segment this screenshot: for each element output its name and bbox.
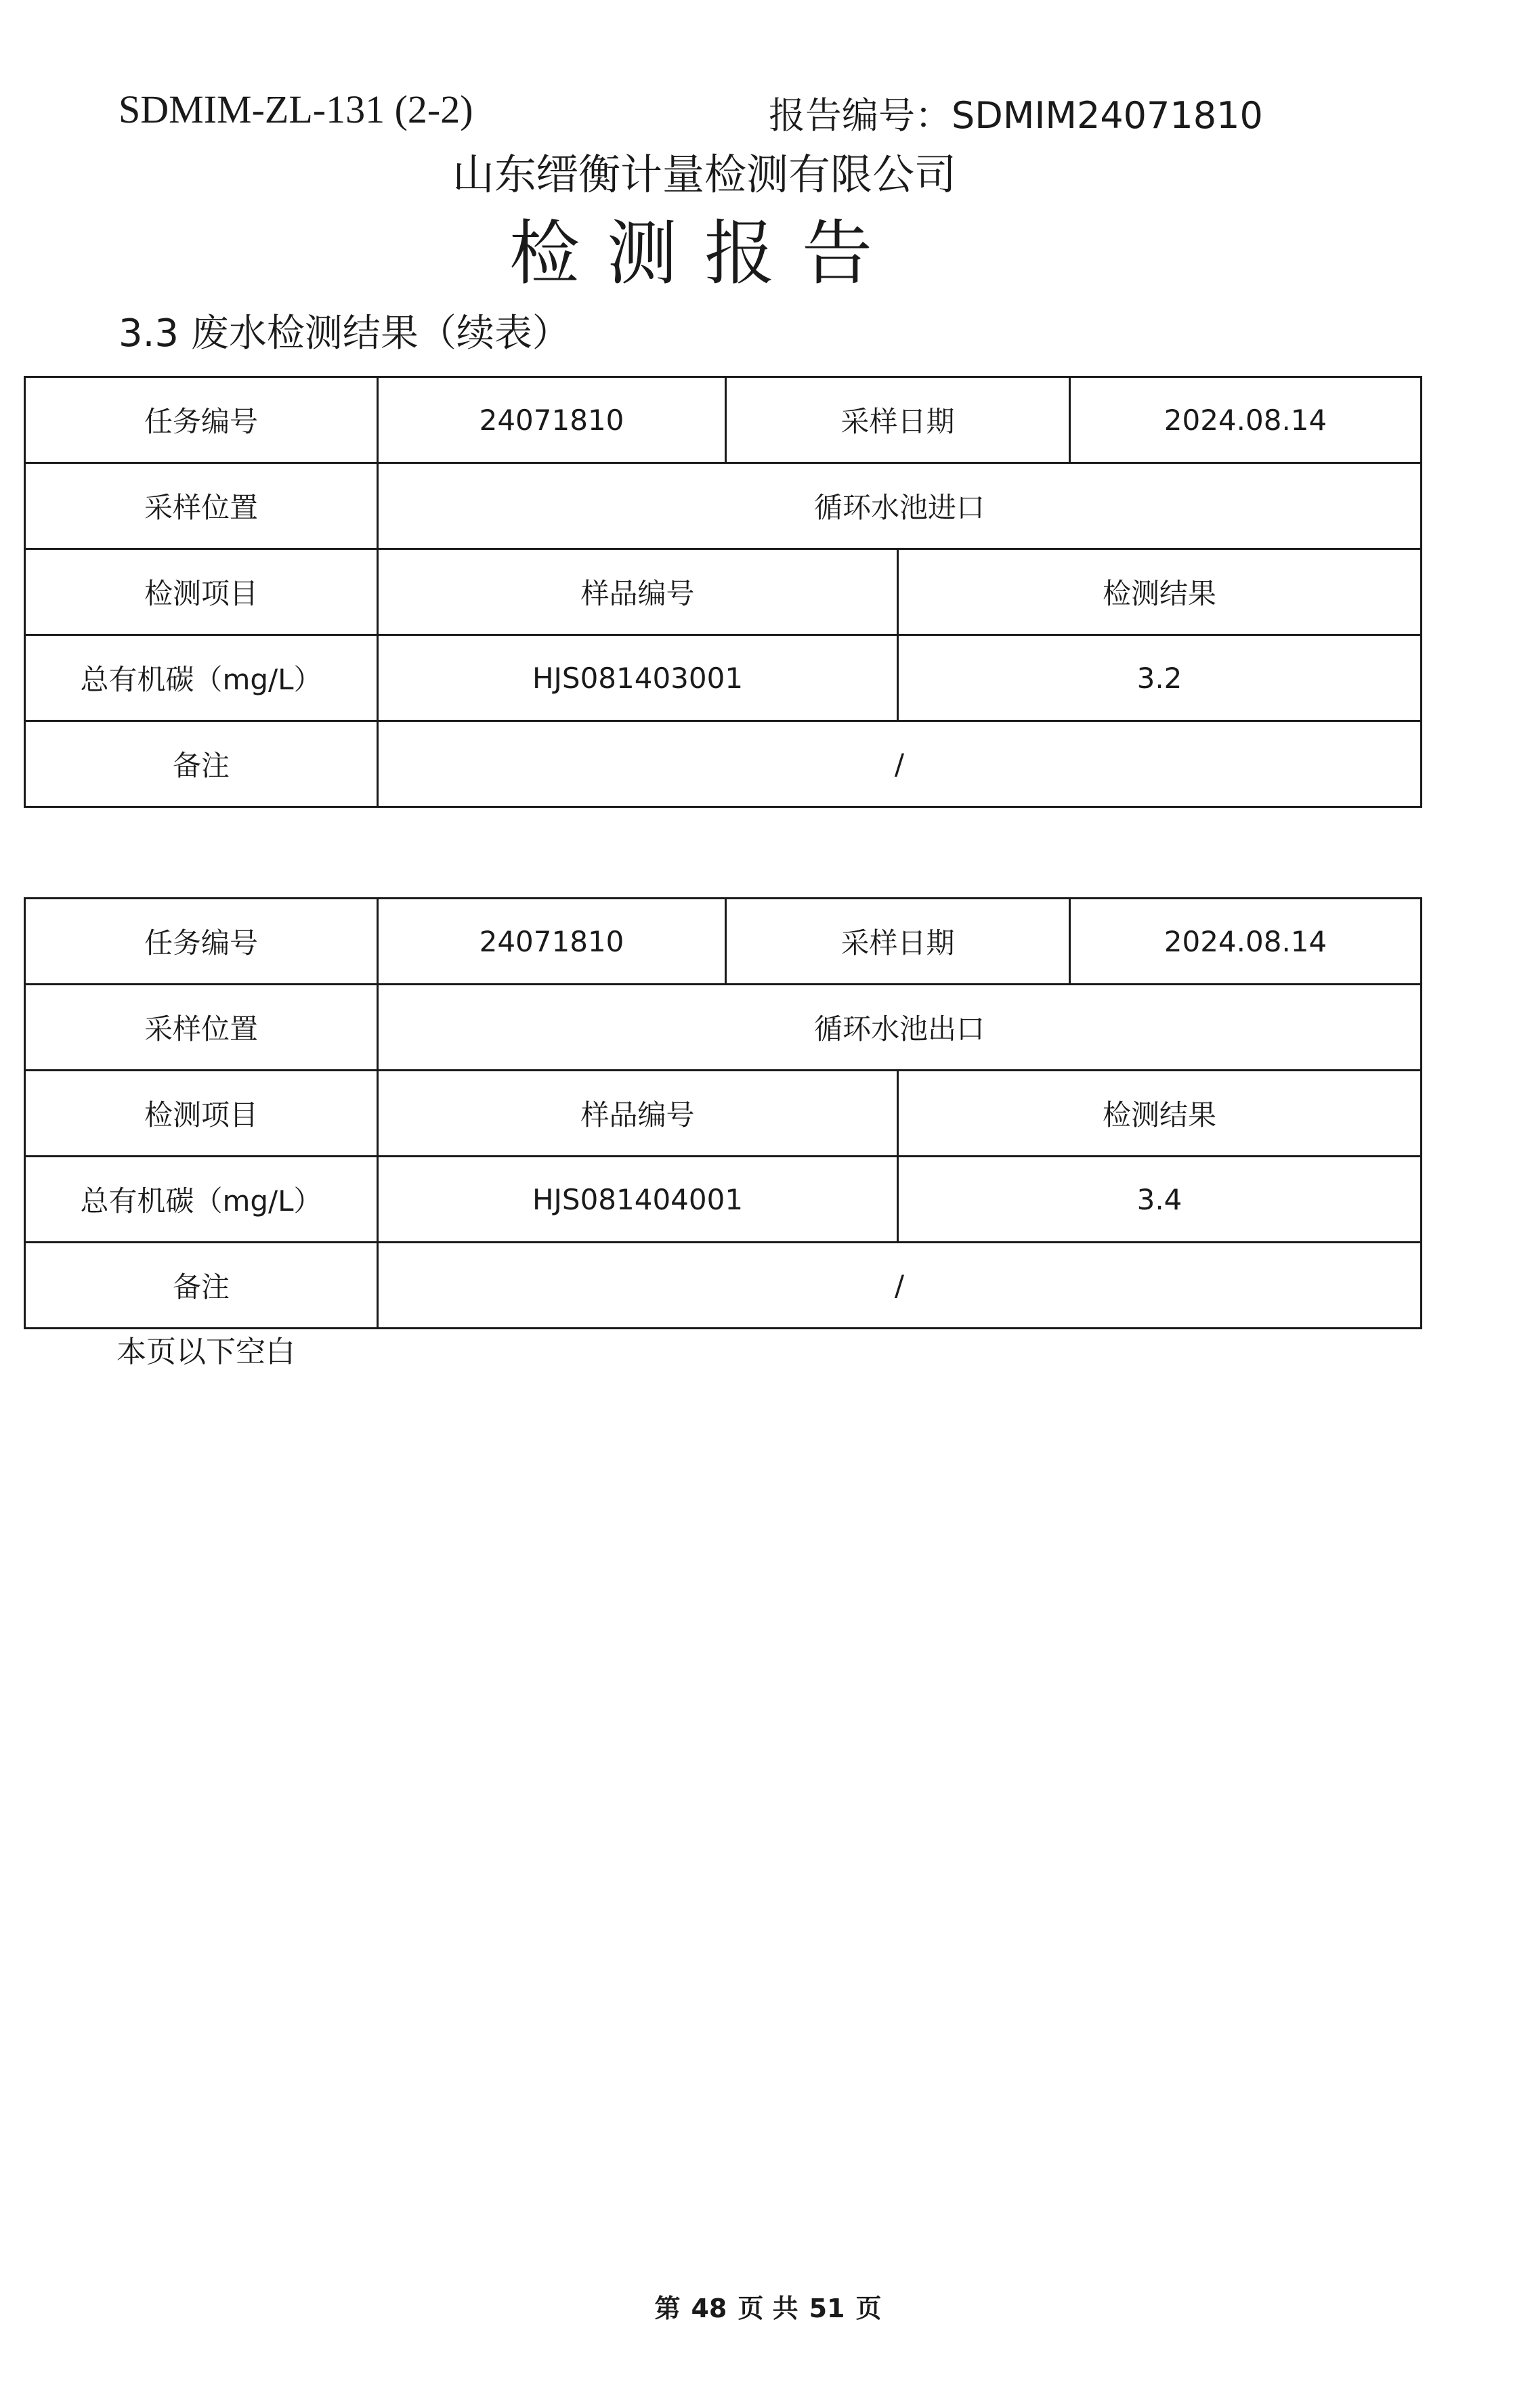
remark-value: / bbox=[378, 1243, 1422, 1329]
result-header: 检测结果 bbox=[898, 549, 1422, 635]
table-row bbox=[25, 377, 1422, 463]
task-no-label: 任务编号 bbox=[25, 377, 378, 463]
report-number bbox=[769, 87, 1263, 139]
report-number-value: SDMIM24071810 bbox=[952, 94, 1263, 137]
item-value: 总有机碳（mg/L） bbox=[25, 635, 378, 721]
result-header: 检测结果 bbox=[898, 1071, 1422, 1157]
task-no-value: 24071810 bbox=[378, 377, 726, 463]
sample-no-value: HJS081403001 bbox=[378, 635, 898, 721]
table-row bbox=[25, 1157, 1422, 1243]
total-pages: 51 bbox=[809, 2294, 845, 2323]
item-header: 检测项目 bbox=[25, 549, 378, 635]
remark-value: / bbox=[378, 721, 1422, 807]
task-no-value: 24071810 bbox=[378, 899, 726, 985]
item-value: 总有机碳（mg/L） bbox=[25, 1157, 378, 1243]
form-code: SDMIM-ZL-131 (2-2) bbox=[119, 87, 473, 131]
sample-no-header: 样品编号 bbox=[378, 549, 898, 635]
result-value: 3.4 bbox=[898, 1157, 1422, 1243]
footer-prefix: 第 bbox=[654, 2294, 681, 2323]
task-no-label: 任务编号 bbox=[25, 899, 378, 985]
location-value: 循环水池进口 bbox=[378, 463, 1422, 549]
location-label: 采样位置 bbox=[25, 463, 378, 549]
footer-middle: 页 共 bbox=[738, 2294, 798, 2323]
table-row bbox=[25, 549, 1422, 635]
table-row bbox=[25, 721, 1422, 807]
table-row bbox=[25, 463, 1422, 549]
table-row bbox=[25, 985, 1422, 1071]
report-title: 检测报告 bbox=[509, 212, 899, 295]
item-header: 检测项目 bbox=[25, 1071, 378, 1157]
footer-suffix: 页 bbox=[855, 2294, 882, 2323]
location-label: 采样位置 bbox=[25, 985, 378, 1071]
sample-date-value: 2024.08.14 bbox=[1070, 377, 1422, 463]
table-row bbox=[25, 1071, 1422, 1157]
remark-label: 备注 bbox=[25, 721, 378, 807]
sample-date-label: 采样日期 bbox=[726, 377, 1070, 463]
result-value: 3.2 bbox=[898, 635, 1422, 721]
current-page: 48 bbox=[691, 2294, 727, 2323]
results-table-outlet bbox=[24, 897, 1422, 1329]
table-row bbox=[25, 899, 1422, 985]
location-value: 循环水池出口 bbox=[378, 985, 1422, 1071]
sample-no-header: 样品编号 bbox=[378, 1071, 898, 1157]
sample-date-label: 采样日期 bbox=[726, 899, 1070, 985]
remark-label: 备注 bbox=[25, 1243, 378, 1329]
table-row bbox=[25, 1243, 1422, 1329]
company-name: 山东缙衡计量检测有限公司 bbox=[452, 150, 956, 199]
sample-no-value: HJS081404001 bbox=[378, 1157, 898, 1243]
results-table-inlet bbox=[24, 376, 1422, 808]
sample-date-value: 2024.08.14 bbox=[1070, 899, 1422, 985]
page-footer bbox=[0, 2287, 1536, 2325]
section-title: 3.3 废水检测结果（续表） bbox=[119, 311, 570, 356]
report-number-label: 报告编号： bbox=[769, 94, 952, 137]
blank-below-note: 本页以下空白 bbox=[116, 1335, 295, 1369]
table-row bbox=[25, 635, 1422, 721]
